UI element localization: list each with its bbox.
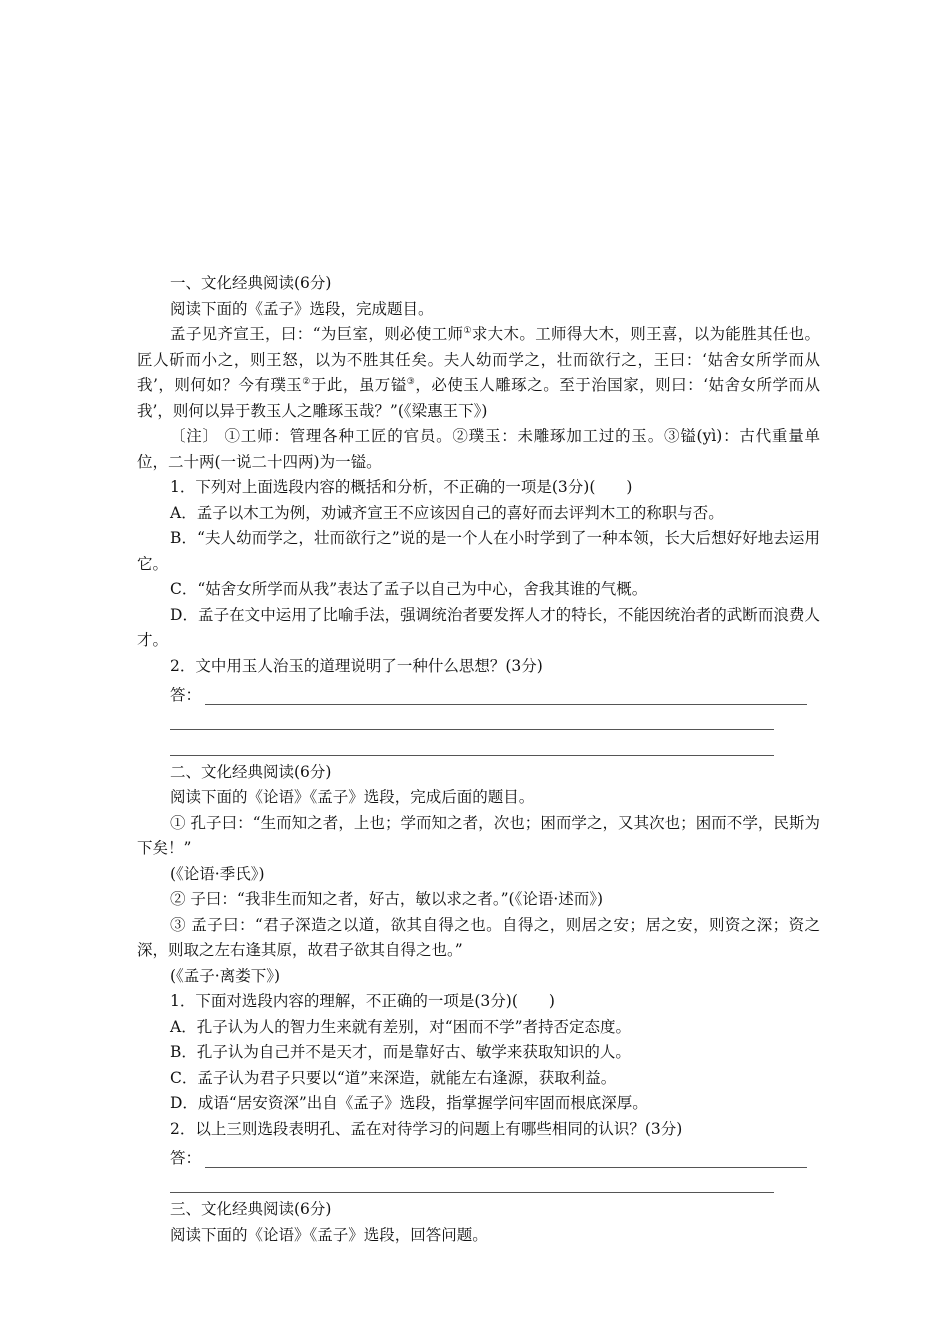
footnote-marker: ② [302,376,311,387]
section-1-question-2: 2．文中用玉人治玉的道理说明了一种什么思想？(3分) [170,656,543,675]
section-1-passage [137,322,820,424]
section-2-option-d: D．成语“居安资深”出自《孟子》选段，指掌握学问牢固而根底深厚。 [170,1094,648,1112]
answer-label: 答： [170,1148,202,1167]
section-3-intro: 阅读下面的《论语》《孟子》选段，回答问题。 [170,1225,488,1244]
footnote-marker: ① [463,325,472,336]
document-page [137,271,820,1248]
answer-line[interactable] [205,1150,807,1168]
section-2-heading: 二、文化经典阅读(6分) [170,762,332,781]
section-1-heading: 一、文化经典阅读(6分) [170,274,332,292]
answer-line[interactable] [170,730,774,756]
section-2-passage-1: ① 孔子曰：“生而知之者，上也；学而知之者，次也；困而学之，又其次也；困而不学，民斯为下矣！” [137,813,820,857]
section-2-intro: 阅读下面的《论语》《孟子》选段，完成后面的题目。 [170,788,535,806]
section-2-passage-2: ② 子曰：“我非生而知之者，好古，敏以求之者。”(《论语·述而》) [170,890,604,908]
section-1-intro: 阅读下面的《孟子》选段，完成题目。 [170,299,434,318]
section-1-question-1: 1．下列对上面选段内容的概括和分析，不正确的一项是(3分)( ) [170,478,633,496]
section-1-option-a: A．孟子以木工为例，劝诫齐宣王不应该因自己的喜好而去评判木工的称职与否。 [170,503,724,522]
section-2-source-1: (《论语·季氏》) [170,864,265,883]
passage-text: 孟子见齐宣王，曰：“为巨室，则必使工师 [170,325,464,343]
answer-line[interactable] [170,1168,774,1194]
section-2-passage-3: ③ 孟子曰：“君子深造之以道，欲其自得之也。自得之，则居之安；居之安，则资之深；资之深，则取之左右逢其原，故君子欲其自得之也。” [137,915,820,959]
passage-text: 求大木。工师得大木，则王喜，以为能胜其任也。匠人斫而小之，则王怒，以为不胜其任矣。夫人幼而学之，壮而欲行之，王曰：‘姑舍女所学而从我’，则何如？今有璞玉 [137,325,820,394]
section-3-heading: 三、文化经典阅读(6分) [170,1200,332,1218]
section-1-note: 〔注〕 ①工师：管理各种工匠的官员。②璞玉：未雕琢加工过的玉。③镒(yì)：古代重量单位，二十两(一说二十四两)为一镒。 [137,427,820,471]
section-1-option-c: C．“姑舍女所学而从我”表达了孟子以自己为中心，舍我其谁的气概。 [170,580,648,598]
answer-line[interactable] [170,705,774,731]
answer-line[interactable] [205,687,807,705]
section-2-answer-row [137,1142,820,1168]
footnote-marker: ③ [406,376,416,387]
section-1-answer-row [137,679,820,705]
answer-label: 答： [170,685,202,704]
section-2-question-1: 1．下面对选段内容的理解，不正确的一项是(3分)( ) [170,992,555,1010]
section-2-option-b: B．孔子认为自己并不是天才，而是靠好古、敏学来获取知识的人。 [170,1043,631,1061]
section-2-source-3: (《孟子·离娄下》) [170,966,281,985]
section-1-option-d: D．孟子在文中运用了比喻手法，强调统治者要发挥人才的特长，不能因统治者的武断而浪费人才。 [137,605,820,649]
section-1-option-b: B．“夫人幼而学之，壮而欲行之”说的是一个人在小时学到了一种本领，长大后想好好地去运用它。 [137,529,820,573]
passage-text: 于此，虽万镒 [310,376,407,394]
passage-text: ，必使玉人雕琢之。至于治国家，则曰：‘姑舍女所学而从我’，则何以异于教玉人之雕琢玉哉？”(《梁惠王下》) [137,376,820,420]
section-2-option-c: C．孟子认为君子只要以“道”来深造，就能左右逢源，获取利益。 [170,1068,617,1087]
section-2-question-2: 2．以上三则选段表明孔、孟在对待学习的问题上有哪些相同的认识？(3分) [170,1119,683,1138]
section-2-option-a: A．孔子认为人的智力生来就有差别，对“困而不学”者持否定态度。 [170,1017,632,1036]
